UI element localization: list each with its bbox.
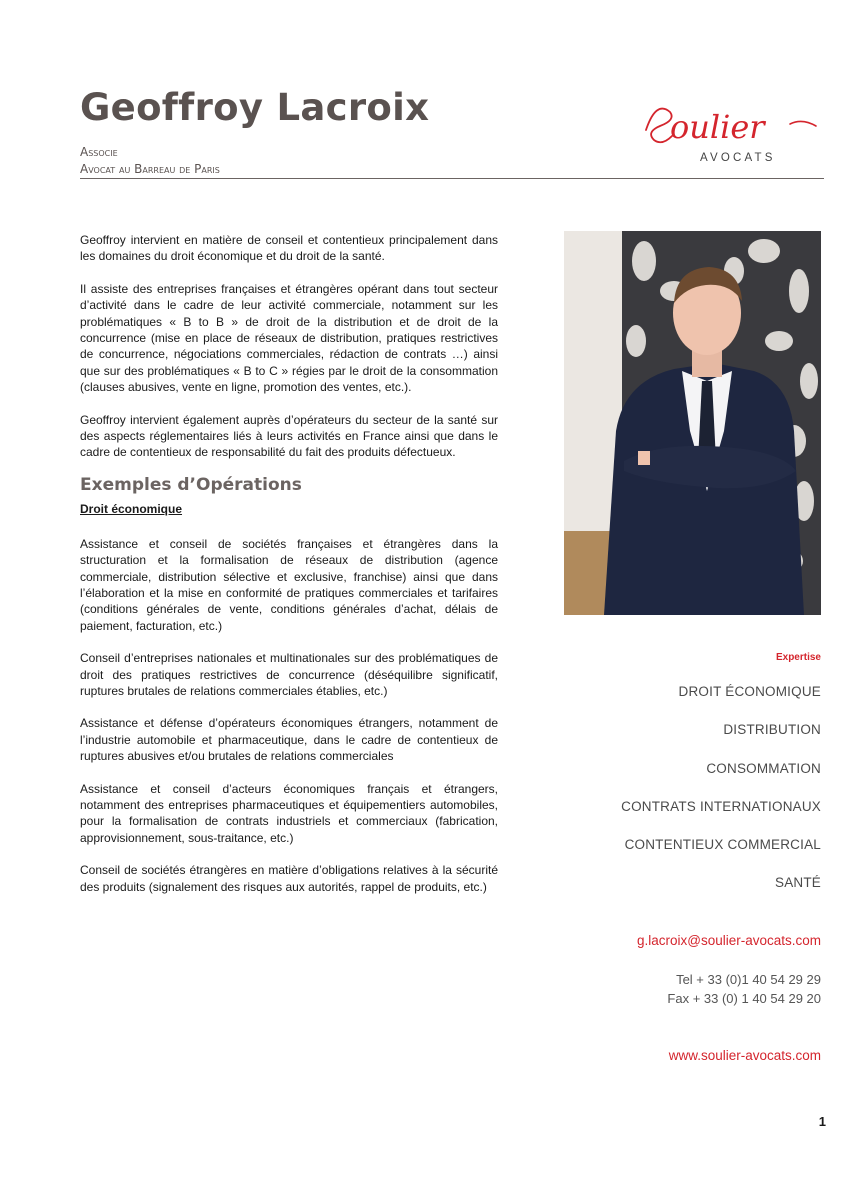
portrait-photo xyxy=(564,231,821,615)
expertise-item: DROIT ÉCONOMIQUE xyxy=(678,684,821,699)
main-content xyxy=(80,232,498,911)
fax-number: Fax + 33 (0) 1 40 54 29 20 xyxy=(667,991,821,1006)
example-item: Assistance et conseil d’acteurs économiques français et étrangers, notamment des entreprises pharmaceutiques et équipementiers automobiles, pour la formalisation de contrats industriels et commerciaux (fabrication, approvisionnement, sous-traitance, etc.) xyxy=(80,781,498,845)
email-link[interactable]: g.lacroix@soulier-avocats.com xyxy=(636,933,821,948)
role-title: Associe xyxy=(80,145,118,159)
bio-paragraph: Geoffroy intervient également auprès d’opérateurs du secteur de la santé sur des aspects réglementaires liés à leurs activités en France ainsi que dans le cadre de contentieux de responsabilité du fait des produits défectueux. xyxy=(80,412,498,460)
example-item: Assistance et défense d’opérateurs économiques étrangers, notamment de l’industrie automobile et pharmaceutique, dans le cadre de contentieux de ruptures abusives et/ou brutales de relations commerciales xyxy=(80,716,498,764)
example-item: Conseil d’entreprises nationales et multinationales sur des problématiques de droit des pratiques restrictives de concurrence (déséquilibre significatif, ruptures brutales de relations commerciales établies, etc.) xyxy=(80,651,498,698)
expertise-item: CONTENTIEUX COMMERCIAL xyxy=(624,837,821,853)
website-link[interactable]: www.soulier-avocats.com xyxy=(668,1048,821,1063)
expertise-item: SANTÉ xyxy=(774,875,821,891)
bio-paragraph: Geoffroy intervient en matière de conseil et contentieux principalement dans les domaines du droit économique et du droit de la santé. xyxy=(80,233,498,264)
svg-text:oulier: oulier xyxy=(670,108,765,146)
bio-paragraph: Il assiste des entreprises françaises et étrangères opérant dans tout secteur d’activité dans le cadre de leur activité commerciale, notamment sur les problématiques « B to B » de droit de la distribution et de droit de la concurrence (mise en place de réseaux de distribution, pratiques restrictives de concurrence, négociations commerciales, rédaction de contrats …) ainsi que sur des problématiques « B to C » régies par le droit de la consommation (clauses abusives, vente en ligne, promotion des ventes, etc.). xyxy=(80,281,498,395)
page-number: 1 xyxy=(818,1114,826,1129)
examples-subheading: Droit économique xyxy=(80,502,183,517)
page-title: Geoffroy Lacroix xyxy=(80,86,430,129)
example-item: Assistance et conseil de sociétés françaises et étrangères dans la structuration et la formalisation de réseaux de distribution (agence commerciale, distribution sélective et exclusive, franchise) ainsi que dans l’élaboration et la mise en conformité de pratiques commerciales et tarifaires (conditions générales de vente, conditions générales d’achat, délais de paiement, facturation, etc.) xyxy=(80,536,498,633)
bar-admission: Avocat au Barreau de Paris xyxy=(80,162,220,176)
expertise-list xyxy=(621,684,821,914)
soulier-logo xyxy=(640,90,826,170)
header-divider xyxy=(80,178,824,179)
expertise-item: CONTRATS INTERNATIONAUX xyxy=(621,798,821,814)
expertise-item: CONSOMMATION xyxy=(706,760,821,776)
expertise-label: Expertise xyxy=(775,652,821,663)
example-item: Conseil de sociétés étrangères en matière d’obligations relatives à la sécurité des produits (signalement des risques aux autorités, rappel de produits, etc.) xyxy=(80,863,498,894)
examples-heading: Exemples d’Opérations xyxy=(80,474,302,495)
svg-text:AVOCATS: AVOCATS xyxy=(700,152,776,164)
phone-number: Tel + 33 (0)1 40 54 29 29 xyxy=(676,972,821,987)
expertise-item: DISTRIBUTION xyxy=(723,722,821,738)
